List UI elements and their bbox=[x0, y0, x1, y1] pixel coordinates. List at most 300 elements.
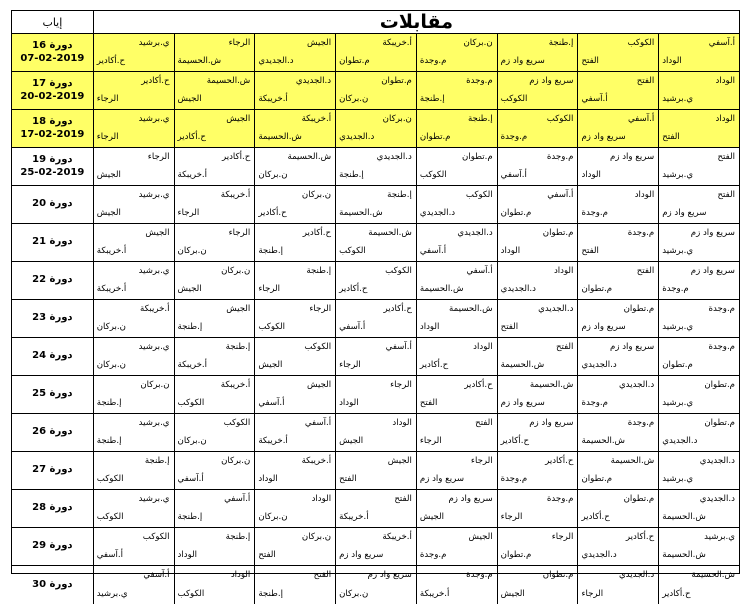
home-team: م.وجدة bbox=[466, 570, 493, 580]
away-team: ن.بركان bbox=[339, 589, 369, 600]
match-cell bbox=[497, 414, 578, 451]
match-cell bbox=[254, 34, 335, 71]
match-cell bbox=[93, 376, 174, 413]
away-team: الوداد bbox=[500, 246, 521, 257]
home-team: إ.طنجة bbox=[225, 342, 251, 352]
away-team: الكوكب bbox=[96, 512, 124, 523]
away-team: أ.خريبكة bbox=[96, 284, 127, 295]
match-cell bbox=[93, 110, 174, 147]
home-team: أ.آسفي bbox=[385, 342, 412, 352]
away-team: أ.آسفي bbox=[419, 246, 447, 257]
home-team: الرجاء bbox=[551, 532, 574, 542]
round-label-cell bbox=[12, 224, 93, 261]
home-team: د.الجديدي bbox=[699, 494, 735, 504]
away-team: أ.آسفي bbox=[500, 170, 527, 181]
away-team: أ.آسفي bbox=[177, 474, 204, 485]
away-team: أ.آسفي bbox=[258, 398, 285, 409]
away-team: الرجاء bbox=[339, 360, 361, 371]
match-cell bbox=[174, 452, 255, 489]
match-cell bbox=[497, 110, 578, 147]
away-team: ي.برشيد bbox=[662, 246, 694, 257]
match-cell bbox=[577, 376, 658, 413]
home-team: إ.طنجة bbox=[387, 190, 412, 200]
match-cell bbox=[658, 300, 739, 337]
away-team: ش.الحسيمة bbox=[500, 360, 545, 371]
away-team: أ.خريبكة bbox=[177, 360, 208, 371]
match-cell bbox=[497, 338, 578, 375]
match-cell bbox=[254, 148, 335, 185]
round-label-cell bbox=[12, 300, 93, 337]
home-team: الفتح bbox=[394, 494, 412, 504]
match-cell bbox=[658, 414, 739, 451]
home-team: ي.برشيد bbox=[138, 342, 170, 352]
away-team: الكوكب bbox=[258, 322, 286, 333]
away-team: ن.بركان bbox=[96, 322, 126, 333]
home-team: الوداد bbox=[230, 570, 251, 580]
home-team: أ.خريبكة bbox=[301, 456, 332, 466]
home-team: أ.خريبكة bbox=[140, 304, 170, 314]
match-cell bbox=[416, 262, 497, 299]
home-team: أ.خريبكة bbox=[301, 114, 332, 124]
away-team: الوداد bbox=[177, 550, 198, 561]
away-team: أ.آسفي bbox=[96, 550, 123, 561]
away-team: الجيش bbox=[258, 360, 283, 371]
table-title: مقابلات bbox=[93, 11, 739, 33]
table-row bbox=[12, 148, 739, 186]
round-date: 25-02-2019 bbox=[20, 166, 85, 178]
away-team: ح.أكادير bbox=[419, 360, 449, 371]
home-team: أ.خريبكة bbox=[382, 532, 412, 542]
round-label: دورة 30 bbox=[32, 578, 73, 590]
match-cell bbox=[416, 528, 497, 565]
away-team: ح.أكادير bbox=[662, 589, 691, 600]
match-cell bbox=[497, 300, 578, 337]
match-cell bbox=[416, 452, 497, 489]
home-team: الفتح bbox=[636, 266, 655, 276]
round-label-cell bbox=[12, 566, 93, 604]
home-team: ح.أكادير bbox=[545, 456, 574, 466]
home-team: ح.أكادير bbox=[302, 228, 332, 238]
table-header bbox=[12, 11, 739, 34]
home-team: إ.طنجة bbox=[225, 532, 251, 542]
away-team: الرجاء bbox=[96, 132, 119, 143]
match-cell bbox=[658, 376, 739, 413]
away-team: م.تطوان bbox=[581, 284, 613, 295]
round-label: دورة 28 bbox=[32, 502, 73, 514]
home-team: سريع واد زم bbox=[690, 266, 735, 276]
away-team: الفتح bbox=[581, 56, 599, 67]
away-team: إ.طنجة bbox=[177, 322, 203, 333]
round-label: دورة 23 bbox=[32, 312, 73, 324]
away-team: الفتح bbox=[419, 398, 438, 409]
away-team: د.الجديدي bbox=[500, 284, 536, 295]
home-team: د.الجديدي bbox=[699, 456, 735, 466]
round-date: 20-02-2019 bbox=[20, 90, 85, 102]
home-team: الوداد bbox=[311, 494, 332, 504]
home-team: م.وجدة bbox=[627, 228, 655, 238]
away-team: الكوكب bbox=[419, 170, 447, 181]
home-team: سريع واد زم bbox=[529, 76, 574, 86]
home-team: الفتح bbox=[717, 190, 735, 200]
match-cell bbox=[174, 262, 255, 299]
home-team: م.تطوان bbox=[381, 76, 412, 86]
home-team: ن.بركان bbox=[463, 38, 493, 48]
away-team: م.وجدة bbox=[581, 398, 608, 409]
away-team: د.الجديدي bbox=[258, 56, 294, 67]
away-team: د.الجديدي bbox=[581, 360, 617, 371]
away-team: سريع واد زم bbox=[581, 322, 626, 333]
match-cell bbox=[497, 490, 578, 527]
away-team: ش.الحسيمة bbox=[258, 132, 302, 143]
match-cell bbox=[416, 300, 497, 337]
away-team: الوداد bbox=[581, 170, 601, 181]
away-team: إ.طنجة bbox=[339, 170, 364, 181]
match-cell bbox=[497, 148, 578, 185]
home-team: ي.برشيد bbox=[138, 114, 170, 124]
away-team: ن.بركان bbox=[258, 512, 288, 523]
match-cell bbox=[416, 376, 497, 413]
home-team: أ.آسفي bbox=[304, 418, 332, 428]
home-team: الرجاء bbox=[147, 152, 170, 162]
match-cell bbox=[577, 186, 658, 223]
home-team: إ.طنجة bbox=[467, 114, 493, 124]
round-label-cell bbox=[12, 148, 93, 185]
table-row bbox=[12, 452, 739, 490]
match-cell bbox=[658, 566, 739, 604]
match-cell bbox=[254, 528, 335, 565]
home-team: م.وجدة bbox=[708, 342, 735, 352]
home-team: أ.خريبكة bbox=[220, 190, 251, 200]
away-team: د.الجديدي bbox=[581, 550, 617, 561]
away-team: الفتح bbox=[258, 550, 276, 561]
home-team: ح.أكادير bbox=[625, 532, 655, 542]
away-team: الرجاء bbox=[581, 589, 604, 600]
match-cell bbox=[335, 262, 416, 299]
match-cell bbox=[335, 34, 416, 71]
away-team: الفتح bbox=[662, 132, 680, 143]
away-team: الجيش bbox=[177, 284, 202, 295]
away-team: ح.أكادير bbox=[500, 436, 529, 447]
home-team: ن.بركان bbox=[382, 114, 412, 124]
away-team: الرجاء bbox=[96, 94, 119, 105]
home-team: ش.الحسيمة bbox=[368, 228, 412, 238]
match-cell bbox=[658, 528, 739, 565]
match-cell bbox=[416, 110, 497, 147]
home-team: سريع واد زم bbox=[610, 342, 655, 352]
home-team: الرجاء bbox=[470, 456, 493, 466]
match-cell bbox=[497, 452, 578, 489]
home-team: سريع واد زم bbox=[529, 418, 574, 428]
home-team: الفتح bbox=[717, 152, 735, 162]
away-team: م.وجدة bbox=[419, 56, 447, 67]
match-cell bbox=[335, 490, 416, 527]
match-cell bbox=[416, 148, 497, 185]
round-label-cell bbox=[12, 34, 93, 71]
home-team: ي.برشيد bbox=[138, 494, 170, 504]
home-team: الوداد bbox=[392, 418, 412, 428]
away-team: الجيش bbox=[96, 208, 121, 219]
home-team: أ.خريبكة bbox=[220, 380, 251, 390]
round-label: دورة 18 bbox=[32, 116, 73, 127]
home-team: الفتح bbox=[313, 570, 332, 580]
match-cell bbox=[93, 566, 174, 604]
match-cell bbox=[335, 300, 416, 337]
away-team: ش.الحسيمة bbox=[662, 550, 706, 561]
home-team: ح.أكادير bbox=[221, 152, 251, 162]
match-cell bbox=[577, 414, 658, 451]
match-cell bbox=[254, 186, 335, 223]
match-cell bbox=[658, 186, 739, 223]
match-cell bbox=[254, 490, 335, 527]
home-team: الكوكب bbox=[223, 418, 251, 428]
away-team: سريع واد زم bbox=[419, 474, 465, 485]
away-team: الجيش bbox=[177, 94, 202, 105]
home-team: الكوكب bbox=[465, 190, 493, 200]
table-row bbox=[12, 338, 739, 376]
round-label: دورة 17 bbox=[32, 78, 73, 89]
home-team: الرجاء bbox=[390, 380, 412, 390]
round-label: دورة 27 bbox=[32, 464, 73, 476]
match-cell bbox=[577, 262, 658, 299]
away-team: م.وجدة bbox=[419, 550, 447, 561]
home-team: الجيش bbox=[306, 38, 332, 48]
match-cell bbox=[497, 186, 578, 223]
away-team: ن.بركان bbox=[339, 94, 369, 105]
away-team: الجيش bbox=[500, 589, 525, 600]
away-team: م.وجدة bbox=[500, 474, 528, 485]
home-team: د.الجديدي bbox=[538, 304, 574, 314]
away-team: أ.خريبكة bbox=[258, 436, 288, 447]
away-team: ي.برشيد bbox=[662, 170, 694, 181]
round-label: دورة 16 bbox=[32, 40, 73, 51]
away-team: د.الجديدي bbox=[419, 208, 456, 219]
away-team: الفتح bbox=[339, 474, 357, 485]
home-team: سريع واد زم bbox=[610, 152, 655, 162]
match-cell bbox=[416, 72, 497, 109]
round-date: 07-02-2019 bbox=[20, 52, 85, 64]
table-row bbox=[12, 376, 739, 414]
match-cell bbox=[335, 224, 416, 261]
table-row bbox=[12, 566, 739, 604]
home-team: أ.آسفي bbox=[224, 494, 251, 504]
away-team: ح.أكادير bbox=[581, 512, 610, 523]
match-cell bbox=[254, 224, 335, 261]
match-cell bbox=[174, 110, 255, 147]
away-team: ح.أكادير bbox=[177, 132, 206, 143]
away-team: أ.خريبكة bbox=[96, 246, 127, 257]
away-team: ح.أكادير bbox=[258, 208, 287, 219]
away-team: د.الجديدي bbox=[662, 436, 698, 447]
away-team: أ.خريبكة bbox=[258, 94, 288, 105]
match-cell bbox=[658, 34, 739, 71]
match-cell bbox=[93, 262, 174, 299]
home-team: ي.برشيد bbox=[138, 418, 170, 428]
round-label-cell bbox=[12, 186, 93, 223]
schedule-table bbox=[11, 10, 740, 600]
round-label: دورة 19 bbox=[32, 154, 73, 165]
table-row bbox=[12, 300, 739, 338]
away-team: الرجاء bbox=[500, 512, 523, 523]
away-team: ي.برشيد bbox=[662, 322, 694, 333]
away-team: ش.الحسيمة bbox=[662, 512, 706, 523]
match-cell bbox=[254, 414, 335, 451]
match-cell bbox=[254, 262, 335, 299]
home-team: الوداد bbox=[715, 76, 735, 86]
table-row bbox=[12, 528, 739, 566]
home-team: م.تطوان bbox=[704, 380, 735, 390]
home-team: الفتح bbox=[636, 76, 655, 86]
round-label-cell bbox=[12, 262, 93, 299]
round-label-cell bbox=[12, 414, 93, 451]
match-cell bbox=[497, 376, 578, 413]
home-team: الجيش bbox=[468, 532, 493, 542]
away-team: أ.آسفي bbox=[581, 94, 608, 105]
away-team: أ.خريبكة bbox=[339, 512, 369, 523]
home-team: الجيش bbox=[387, 456, 412, 466]
home-team: أ.آسفي bbox=[708, 38, 735, 48]
away-team: ش.الحسيمة bbox=[339, 208, 383, 219]
away-team: الفتح bbox=[581, 246, 599, 257]
away-team: م.تطوان bbox=[339, 56, 370, 67]
match-cell bbox=[416, 186, 497, 223]
match-cell bbox=[335, 110, 416, 147]
home-team: أ.آسفي bbox=[628, 114, 655, 124]
home-team: د.الجديدي bbox=[376, 152, 412, 162]
away-team: م.وجدة bbox=[581, 208, 608, 219]
home-team: الرجاء bbox=[309, 304, 332, 314]
match-cell bbox=[416, 566, 497, 604]
home-team: م.تطوان bbox=[542, 228, 574, 238]
home-team: ش.الحسيمة bbox=[287, 152, 332, 162]
round-label-cell bbox=[12, 72, 93, 109]
match-cell bbox=[497, 528, 578, 565]
match-cell bbox=[335, 148, 416, 185]
away-team: الرجاء bbox=[177, 208, 200, 219]
table-row bbox=[12, 414, 739, 452]
away-team: إ.طنجة bbox=[96, 398, 122, 409]
table-row bbox=[12, 34, 739, 72]
away-team: ش.الحسيمة bbox=[419, 284, 464, 295]
away-team: سريع واد زم bbox=[662, 208, 707, 219]
match-cell bbox=[254, 72, 335, 109]
home-team: ن.بركان bbox=[140, 380, 170, 390]
return-leg-label: إياب bbox=[42, 15, 63, 29]
home-team: أ.خريبكة bbox=[382, 38, 412, 48]
round-label: دورة 20 bbox=[32, 198, 73, 210]
home-team: م.وجدة bbox=[546, 152, 574, 162]
match-cell bbox=[174, 300, 255, 337]
match-cell bbox=[658, 72, 739, 109]
away-team: الجيش bbox=[419, 512, 444, 523]
match-cell bbox=[658, 110, 739, 147]
home-team: ش.الحسيمة bbox=[610, 456, 655, 466]
round-label-cell bbox=[12, 452, 93, 489]
home-team: م.وجدة bbox=[627, 418, 655, 428]
away-team: أ.آسفي bbox=[339, 322, 366, 333]
home-team: ن.بركان bbox=[221, 266, 251, 276]
away-team: إ.طنجة bbox=[96, 436, 122, 447]
away-team: سريع واد زم bbox=[581, 132, 626, 143]
away-team: الوداد bbox=[339, 398, 359, 409]
home-team: الكوكب bbox=[385, 266, 412, 276]
home-team: الجيش bbox=[226, 114, 251, 124]
match-cell bbox=[174, 148, 255, 185]
home-team: م.تطوان bbox=[542, 570, 574, 580]
away-team: الكوكب bbox=[339, 246, 366, 257]
away-team: م.وجدة bbox=[500, 132, 528, 143]
match-cell bbox=[93, 414, 174, 451]
match-cell bbox=[497, 566, 578, 604]
round-date: 17-02-2019 bbox=[20, 128, 85, 140]
match-cell bbox=[93, 528, 174, 565]
home-team: أ.آسفي bbox=[466, 266, 493, 276]
match-cell bbox=[577, 490, 658, 527]
match-cell bbox=[577, 224, 658, 261]
match-cell bbox=[174, 528, 255, 565]
home-team: سريع واد زم bbox=[367, 570, 412, 580]
home-team: ن.بركان bbox=[301, 532, 332, 542]
match-cell bbox=[658, 148, 739, 185]
home-team: ي.برشيد bbox=[138, 38, 170, 48]
match-cell bbox=[93, 224, 174, 261]
round-label-cell bbox=[12, 110, 93, 147]
match-cell bbox=[254, 376, 335, 413]
home-team: الجيش bbox=[306, 380, 332, 390]
match-cell bbox=[577, 72, 658, 109]
match-cell bbox=[416, 224, 497, 261]
home-team: ش.الحسيمة bbox=[691, 570, 735, 580]
match-cell bbox=[254, 338, 335, 375]
home-team: ن.بركان bbox=[301, 190, 332, 200]
home-team: الفتح bbox=[555, 342, 574, 352]
home-team: الكوكب bbox=[546, 114, 574, 124]
match-cell bbox=[254, 300, 335, 337]
home-team: م.وجدة bbox=[546, 494, 574, 504]
table-row bbox=[12, 490, 739, 528]
home-team: الوداد bbox=[634, 190, 655, 200]
match-cell bbox=[416, 490, 497, 527]
match-cell bbox=[93, 490, 174, 527]
home-team: م.تطوان bbox=[623, 304, 655, 314]
away-team: ن.بركان bbox=[96, 360, 126, 371]
match-cell bbox=[577, 110, 658, 147]
match-cell bbox=[416, 338, 497, 375]
away-team: أ.خريبكة bbox=[419, 589, 450, 600]
away-team: الكوكب bbox=[500, 94, 528, 105]
home-team: م.تطوان bbox=[704, 418, 735, 428]
round-label-cell bbox=[12, 528, 93, 565]
home-team: ش.الحسيمة bbox=[206, 76, 251, 86]
match-cell bbox=[658, 452, 739, 489]
home-team: ش.الحسيمة bbox=[529, 380, 574, 390]
match-cell bbox=[335, 566, 416, 604]
away-team: الوداد bbox=[258, 474, 278, 485]
match-cell bbox=[93, 72, 174, 109]
match-cell bbox=[335, 528, 416, 565]
away-team: الكوكب bbox=[177, 589, 205, 600]
away-team: ن.بركان bbox=[258, 170, 288, 181]
away-team: سريع واد زم bbox=[500, 398, 545, 409]
table-row bbox=[12, 186, 739, 224]
home-team: الكوكب bbox=[627, 38, 655, 48]
table-row bbox=[12, 110, 739, 148]
away-team: سريع واد زم bbox=[339, 550, 384, 561]
table-row bbox=[12, 72, 739, 110]
match-cell bbox=[416, 414, 497, 451]
match-cell bbox=[577, 528, 658, 565]
home-team: الوداد bbox=[553, 266, 574, 276]
round-label-cell bbox=[12, 490, 93, 527]
